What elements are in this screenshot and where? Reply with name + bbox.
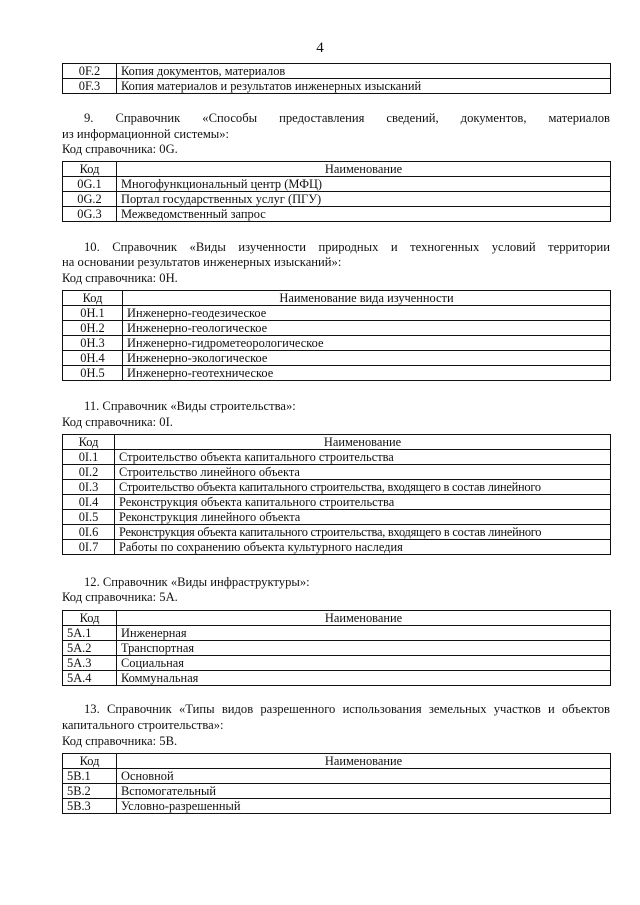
table-row	[63, 64, 611, 79]
code-cell: 0G.2	[63, 192, 117, 207]
section-11-heading: 11. Справочник «Виды строительства»:	[84, 399, 296, 413]
name-cell: Реконструкция линейного объекта	[115, 510, 611, 525]
name-cell: Инженерно-гидрометеорологическое	[123, 336, 611, 351]
code-cell: 0I.6	[63, 525, 115, 540]
section-9-heading-line1: 9. Справочник «Способы предоставления сведений, документов, материалов	[84, 111, 610, 125]
code-cell: 5A.1	[63, 626, 117, 641]
code-cell: 0I.2	[63, 465, 115, 480]
table-row	[63, 540, 611, 555]
section-13-heading-line2: капитального строительства»:	[62, 718, 224, 732]
table-row	[63, 351, 611, 366]
section-11-code: Код справочника: 0I.	[62, 415, 173, 429]
table-header-row	[63, 754, 611, 769]
header-code: Код	[63, 291, 123, 306]
name-cell: Инженерно-геотехническое	[123, 366, 611, 381]
header-code: Код	[63, 162, 117, 177]
section-10-heading-line2: на основании результатов инженерных изысканий»:	[62, 255, 342, 269]
name-cell: Инженерно-геологическое	[123, 321, 611, 336]
code-cell: 0H.5	[63, 366, 123, 381]
table-row	[63, 480, 611, 495]
code-cell: 0H.2	[63, 321, 123, 336]
code-cell: 0H.1	[63, 306, 123, 321]
name-cell: Транспортная	[117, 641, 611, 656]
header-name: Наименование вида изученности	[123, 291, 611, 306]
name-cell: Коммунальная	[117, 671, 611, 686]
section-13-code: Код справочника: 5B.	[62, 734, 178, 748]
table-row	[63, 525, 611, 540]
header-code: Код	[63, 754, 117, 769]
code-cell: 0H.3	[63, 336, 123, 351]
code-cell: 5A.3	[63, 656, 117, 671]
name-cell: Основной	[117, 769, 611, 784]
code-cell: 0G.1	[63, 177, 117, 192]
table-row	[63, 769, 611, 784]
section-12-heading: 12. Справочник «Виды инфраструктуры»:	[84, 575, 310, 589]
name-cell: Строительство объекта капитального строительства, входящего в состав линейного	[115, 480, 611, 495]
table-header-row	[63, 435, 611, 450]
code-cell: 5B.2	[63, 784, 117, 799]
name-cell: Многофункциональный центр (МФЦ)	[117, 177, 611, 192]
table-row	[63, 626, 611, 641]
code-cell: 0G.3	[63, 207, 117, 222]
code-cell: 0H.4	[63, 351, 123, 366]
code-cell: 0I.5	[63, 510, 115, 525]
table-header-row	[63, 162, 611, 177]
code-cell: 5A.2	[63, 641, 117, 656]
table-row	[63, 510, 611, 525]
name-cell: Копия документов, материалов	[117, 64, 611, 79]
page-number: 4	[316, 40, 324, 56]
name-cell: Строительство линейного объекта	[115, 465, 611, 480]
name-cell: Реконструкция объекта капитального строительства, входящего в состав линейного	[115, 525, 611, 540]
table-row	[63, 207, 611, 222]
section-10-heading-line1: 10. Справочник «Виды изученности природных и техногенных условий территории	[84, 240, 610, 254]
name-cell: Вспомогательный	[117, 784, 611, 799]
section-13-heading-line1: 13. Справочник «Типы видов разрешенного использования земельных участков и объектов	[84, 702, 610, 716]
table-row	[63, 336, 611, 351]
table-row	[63, 799, 611, 814]
name-cell: Инженерно-геодезическое	[123, 306, 611, 321]
table-row	[63, 495, 611, 510]
table-row	[63, 784, 611, 799]
name-cell: Инженерная	[117, 626, 611, 641]
code-cell: 0F.3	[63, 79, 117, 94]
table-0h	[62, 290, 611, 381]
code-cell: 5B.3	[63, 799, 117, 814]
code-cell: 0I.3	[63, 480, 115, 495]
table-row	[63, 177, 611, 192]
section-9-code: Код справочника: 0G.	[62, 142, 178, 156]
table-row	[63, 306, 611, 321]
code-cell: 0I.1	[63, 450, 115, 465]
name-cell: Строительство объекта капитального строительства	[115, 450, 611, 465]
table-row	[63, 656, 611, 671]
header-name: Наименование	[115, 435, 611, 450]
table-row	[63, 366, 611, 381]
table-0i	[62, 434, 611, 555]
code-cell: 5B.1	[63, 769, 117, 784]
table-row	[63, 192, 611, 207]
name-cell: Условно-разрешенный	[117, 799, 611, 814]
table-0f-continued	[62, 63, 611, 94]
section-12-code: Код справочника: 5A.	[62, 590, 178, 604]
table-header-row	[63, 291, 611, 306]
header-code: Код	[63, 435, 115, 450]
table-0g	[62, 161, 611, 222]
header-name: Наименование	[117, 754, 611, 769]
table-row	[63, 321, 611, 336]
table-5a	[62, 610, 611, 686]
table-header-row	[63, 611, 611, 626]
code-cell: 0F.2	[63, 64, 117, 79]
table-row	[63, 465, 611, 480]
header-name: Наименование	[117, 611, 611, 626]
table-row	[63, 671, 611, 686]
code-cell: 5A.4	[63, 671, 117, 686]
table-5b	[62, 753, 611, 814]
name-cell: Реконструкция объекта капитального строительства	[115, 495, 611, 510]
code-cell: 0I.4	[63, 495, 115, 510]
section-10-code: Код справочника: 0H.	[62, 271, 178, 285]
name-cell: Копия материалов и результатов инженерных изысканий	[117, 79, 611, 94]
header-code: Код	[63, 611, 117, 626]
table-row	[63, 641, 611, 656]
table-row	[63, 79, 611, 94]
name-cell: Социальная	[117, 656, 611, 671]
table-row	[63, 450, 611, 465]
name-cell: Межведомственный запрос	[117, 207, 611, 222]
name-cell: Работы по сохранению объекта культурного наследия	[115, 540, 611, 555]
name-cell: Портал государственных услуг (ПГУ)	[117, 192, 611, 207]
code-cell: 0I.7	[63, 540, 115, 555]
name-cell: Инженерно-экологическое	[123, 351, 611, 366]
header-name: Наименование	[117, 162, 611, 177]
section-9-heading-line2: из информационной системы»:	[62, 127, 230, 141]
